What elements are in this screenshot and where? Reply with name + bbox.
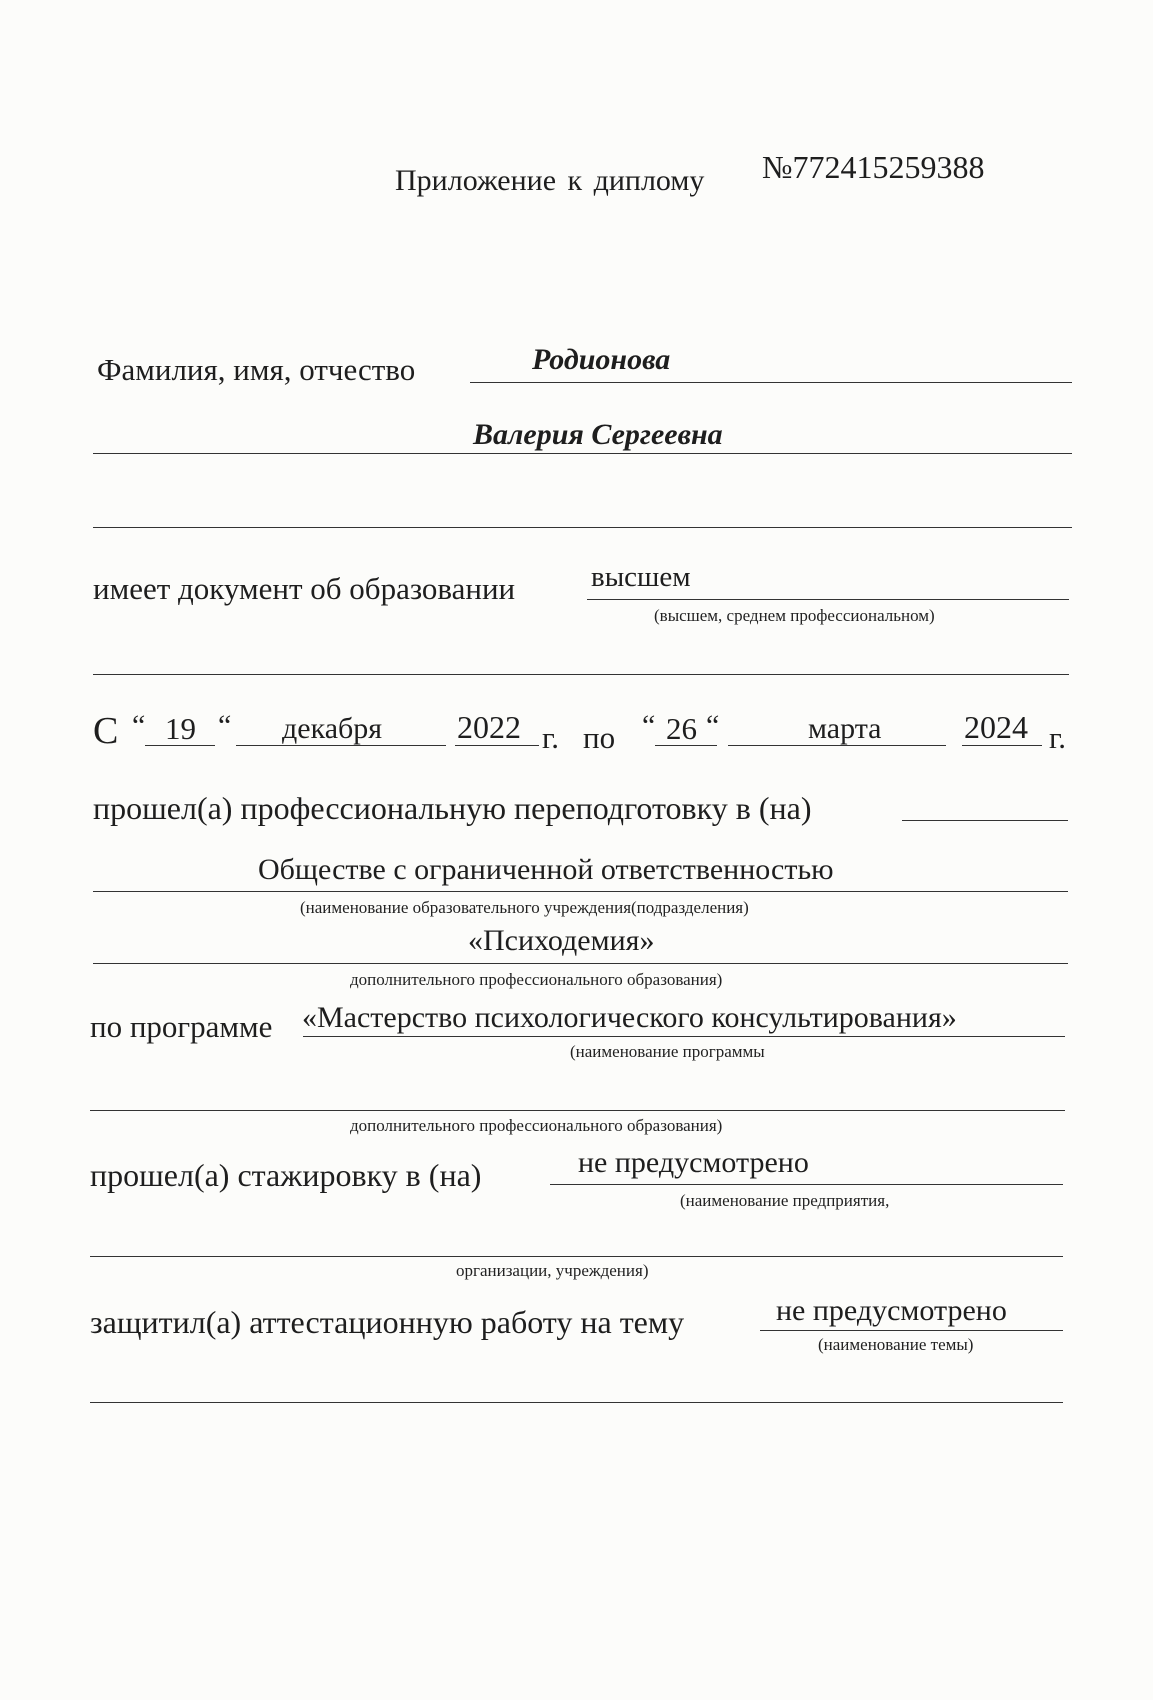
- retraining-line-0: [902, 820, 1068, 821]
- retraining-caption1: (наименование образовательного учреждения(подразделения): [300, 898, 749, 917]
- program-label: по программе: [90, 1009, 273, 1044]
- program-caption2: дополнительного профессионального образования): [350, 1116, 723, 1135]
- education-line-2: [93, 674, 1069, 675]
- from-month-line: [236, 745, 446, 746]
- internship-value: не предусмотрено: [578, 1146, 809, 1179]
- from-year-suffix: г.: [542, 720, 559, 755]
- to-month-line: [728, 745, 946, 746]
- internship-caption2: организации, учреждения): [456, 1261, 649, 1280]
- quote-close-1: “: [218, 709, 232, 742]
- retraining-caption2: дополнительного профессионального образования): [350, 970, 723, 989]
- retraining-org-line1: Обществе с ограниченной ответственностью: [258, 853, 834, 886]
- from-year-line: [455, 745, 539, 746]
- to-year-line: [962, 745, 1042, 746]
- quote-close-2: “: [706, 709, 720, 742]
- internship-line-1: [550, 1184, 1063, 1185]
- internship-label: прошел(а) стажировку в (на): [90, 1157, 482, 1193]
- program-line-1: [303, 1036, 1065, 1037]
- to-month: марта: [808, 712, 882, 745]
- to-day: 26: [666, 711, 697, 746]
- fio-label: Фамилия, имя, отчество: [97, 352, 416, 387]
- fio-surname: Родионова: [532, 343, 671, 376]
- retraining-line-2: [93, 963, 1068, 964]
- education-line: [587, 599, 1069, 600]
- quote-open-1: “: [132, 709, 146, 742]
- diploma-number: №772415259388: [762, 149, 985, 185]
- education-caption: (высшем, среднем профессиональном): [654, 606, 935, 625]
- education-label: имеет документ об образовании: [93, 571, 516, 606]
- internship-caption1: (наименование предприятия,: [680, 1191, 890, 1210]
- retraining-label: прошел(а) профессиональную переподготовку в (на): [93, 790, 812, 826]
- thesis-label: защитил(а) аттестационную работу на тему: [90, 1304, 685, 1340]
- retraining-org-line2: «Психодемия»: [468, 924, 655, 957]
- fio-line-1: [470, 382, 1072, 383]
- retraining-line-1: [93, 891, 1068, 892]
- program-value: «Мастерство психологического консультирования»: [302, 1001, 957, 1034]
- thesis-caption: (наименование темы): [818, 1335, 974, 1354]
- from-month: декабря: [282, 712, 383, 745]
- program-line-2: [90, 1110, 1065, 1111]
- period-from-prefix: С: [93, 710, 119, 752]
- thesis-line-1: [760, 1330, 1063, 1331]
- program-caption1: (наименование программы: [570, 1042, 765, 1061]
- education-value: высшем: [591, 561, 691, 593]
- fio-given-names: Валерия Сергеевна: [473, 418, 723, 451]
- fio-line-3: [93, 527, 1072, 528]
- period-to-prefix: по: [583, 720, 616, 755]
- thesis-value: не предусмотрено: [776, 1294, 1007, 1327]
- fio-line-2: [93, 453, 1072, 454]
- thesis-line-2: [90, 1402, 1063, 1403]
- to-year: 2024: [964, 709, 1028, 745]
- from-year: 2022: [457, 709, 521, 745]
- to-year-suffix: г.: [1049, 720, 1066, 755]
- internship-line-2: [90, 1256, 1063, 1257]
- quote-open-2: “: [642, 709, 656, 742]
- header-title: Приложение к диплому: [395, 164, 705, 197]
- from-day: 19: [165, 711, 196, 746]
